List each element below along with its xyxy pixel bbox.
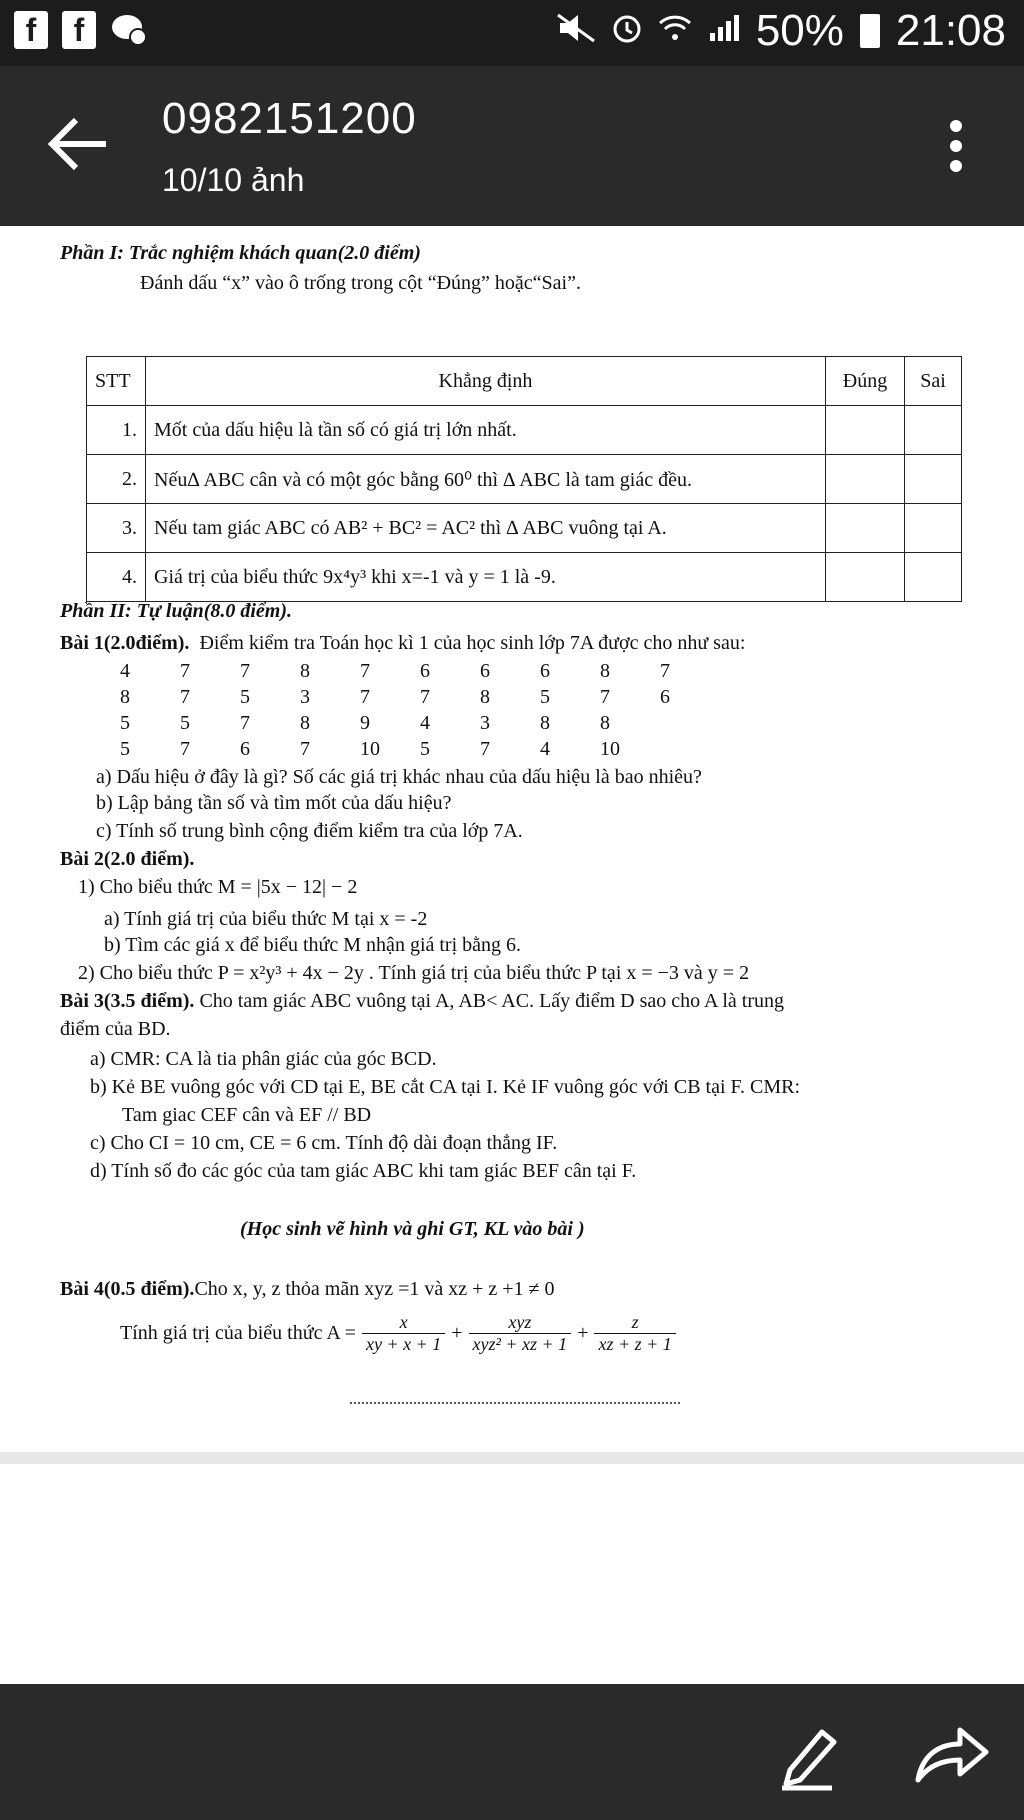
col-stt: STT [87, 357, 146, 406]
clock: 21:08 [895, 6, 1006, 55]
facebook-icon: f [62, 11, 96, 49]
table-row: 3. Nếu tam giác ABC có AB² + BC² = AC² thì ∆ ABC vuông tại A. [87, 504, 962, 553]
bai3-a: a) CMR: CA là tia phân giác của góc BCD. [90, 1048, 437, 1070]
facebook-icon: f [14, 11, 48, 49]
bai2-2: 2) Cho biểu thức P = x²y³ + 4x − 2y . Tính giá trị của biểu thức P tại x = −3 và y = 2 [78, 962, 750, 984]
pencil-icon [776, 1722, 846, 1792]
table-row: 2. Nếu∆ ABC cân và có một góc bằng 60⁰ thì ∆ ABC là tam giác đều. [87, 455, 962, 504]
part1-title: Phần I: Trắc nghiệm khách quan(2.0 điểm) [60, 242, 421, 264]
bai3-text2: điểm của BD. [60, 1018, 171, 1040]
bai2-head: Bài 2(2.0 điểm). [60, 848, 195, 870]
share-button[interactable] [912, 1720, 992, 1790]
true-cell [826, 406, 905, 455]
part2-title: Phần II: Tự luận(8.0 điểm). [60, 600, 293, 622]
data-row: 8 7 5 3 7 7 8 5 7 6 [120, 686, 670, 708]
app-bar [0, 66, 1024, 226]
bai1-b: b) Lập bảng tần số và tìm mốt của dấu hiệu? [96, 792, 452, 814]
part1-instruction: Đánh dấu “x” vào ô trống trong cột “Đúng” hoặc“Sai”. [140, 272, 581, 294]
document-image: Phần I: Trắc nghiệm khách quan(2.0 điểm) Đánh dấu “x” vào ô trống trong cột “Đúng” hoặc“Sai”. STT Khẳng định Đúng Sai 1. Mốt của dấu hiệu là tần số có giá trị lớn nhất. 2. Nếu∆ ABC cân và có một góc bằng 60⁰ thì ∆ ABC là tam giác đều. 3. Nếu tam giác ABC có AB² + BC² = AC² thì ∆ ABC vuông tại A. 4. Giá trị của biểu thức 9x⁴y³ khi x=-1 và y = 1 là -9. Phần II: Tự luận(8.0 điểm). Bài 1(2.0điểm). Điểm kiểm tra Toán học kì 1 của học sinh lớp 7A được cho như sau: 4 7 7 8 7 6 6 6 8 7 8 7 5 3 7 7 8 5 7 6 5 5 7 8 9 4 3 8 8 5 7 6 7 10 5 7 4 10 a) Dấu hiệu ở đây là gì? Số các giá trị khác nhau của dấu hiệu là bao nhiêu? b) Lập bảng tần số và tìm mốt của dấu hiệu? c) Tính số trung bình cộng điểm kiểm tra của lớp 7A. Bài 2(2.0 điểm). 1) Cho biểu thức M = |5x − 12| − 2 a) Tính giá trị của biểu thức M tại x = -2 b) Tìm các giá x để biểu thức M nhận giá trị bằng 6. 2) Cho biểu thức P = x²y³ + 4x − 2y . Tính giá trị của biểu thức P tại x = −3 và y = 2 Bài 3(3.5 điểm). Cho tam giác ABC vuông tại A, AB< AC. Lấy điểm D sao cho A là trung điểm của BD. a) CMR: CA là tia phân giác của góc BCD. b) Kẻ BE vuông góc với CD tại E, BE cắt CA tại I. Kẻ IF vuông góc với CB tại F. CMR: Tam giac CEF cân và EF // BD c) Cho CI = 10 cm, CE = 6 cm. Tính độ dài đoạn thẳng IF. d) Tính số đo các góc của tam giác ABC khi tam giác BEF cân tại F. (Học sinh vẽ hình và ghi GT, KL vào bài ) Bài 4(0.5 điểm).Cho x, y, z thỏa mãn xyz =1 và xz + z +1 ≠ 0 Tính giá trị của biểu thức A = $\frac{x}{xy + x + 1}$ + $\frac{\text{xyz}}{\text{xyz² + xz + 1}}$ + $\frac{z}{xz + z + 1}$ [0, 226, 1024, 1452]
image-bottom-edge [0, 1452, 1024, 1464]
bai3-b2: Tam giac CEF cân và EF // BD [122, 1104, 372, 1126]
bai2-1: 1) Cho biểu thức M = |5x − 12| − 2 [78, 876, 358, 898]
bai2-1a: a) Tính giá trị của biểu thức M tại x = -2 [104, 908, 428, 930]
bai3-c: c) Cho CI = 10 cm, CE = 6 cm. Tính độ dài đoạn thẳng IF. [90, 1132, 558, 1154]
wifi-icon [658, 13, 692, 50]
note: (Học sinh vẽ hình và ghi GT, KL vào bài ) [240, 1218, 585, 1240]
data-row: 4 7 7 8 7 6 6 6 8 7 [120, 660, 670, 682]
mute-icon [556, 13, 596, 50]
true-cell [826, 504, 905, 553]
bottom-action-bar [0, 1684, 1024, 1820]
back-button[interactable] [44, 114, 114, 174]
back-arrow-icon [44, 114, 114, 174]
false-cell [905, 553, 962, 602]
signal-icon [708, 13, 740, 50]
col-true: Đúng [826, 357, 905, 406]
bai3-d: d) Tính số đo các góc của tam giác ABC khi tam giác BEF cân tại F. [90, 1160, 637, 1182]
bai4-expression: Tính giá trị của biểu thức A = $\frac{x}{xy + x + 1}$ + $\frac{\text{xyz}}{\text{xyz² + xz + 1}}$ + $\frac{z}{xz + z + 1}$ [120, 1312, 676, 1355]
bai3-b: b) Kẻ BE vuông góc với CD tại E, BE cắt CA tại I. Kẻ IF vuông góc với CB tại F. CMR: [90, 1076, 801, 1098]
true-cell [826, 553, 905, 602]
alarm-icon [612, 12, 642, 51]
share-icon [912, 1720, 992, 1790]
table-row: 4. Giá trị của biểu thức 9x⁴y³ khi x=-1 và y = 1 là -9. [87, 553, 962, 602]
edit-button[interactable] [776, 1722, 846, 1792]
bai2-1b: b) Tìm các giá x để biểu thức M nhận giá trị bằng 6. [104, 934, 522, 956]
battery-icon [860, 14, 880, 48]
quiz-table [86, 356, 962, 602]
fraction: $\frac{x}{xy + x + 1}$ [362, 1312, 445, 1355]
overflow-menu-button[interactable] [950, 120, 964, 170]
status-bar [0, 0, 1024, 66]
false-cell [905, 504, 962, 553]
table-row: 1. Mốt của dấu hiệu là tần số có giá trị lớn nhất. [87, 406, 962, 455]
fraction: $\frac{\text{xyz}}{\text{xyz² + xz + 1}}$ [469, 1312, 572, 1355]
divider [350, 1402, 680, 1404]
fraction: $\frac{z}{xz + z + 1}$ [594, 1312, 675, 1355]
messenger-icon [110, 10, 148, 50]
false-cell [905, 406, 962, 455]
data-row: 5 5 7 8 9 4 3 8 8 [120, 712, 610, 734]
contact-title: 0982151200 [162, 94, 417, 143]
table-header [87, 357, 962, 406]
image-counter: 10/10 ảnh [162, 162, 305, 198]
bai1-c: c) Tính số trung bình cộng điểm kiểm tra của lớp 7A. [96, 820, 523, 842]
bai1-a: a) Dấu hiệu ở đây là gì? Số các giá trị khác nhau của dấu hiệu là bao nhiêu? [96, 766, 702, 788]
col-statement: Khẳng định [146, 357, 826, 406]
true-cell [826, 455, 905, 504]
col-false: Sai [905, 357, 962, 406]
data-row: 5 7 6 7 10 5 7 4 10 [120, 738, 620, 760]
battery-percent: 50% [755, 6, 844, 55]
false-cell [905, 455, 962, 504]
